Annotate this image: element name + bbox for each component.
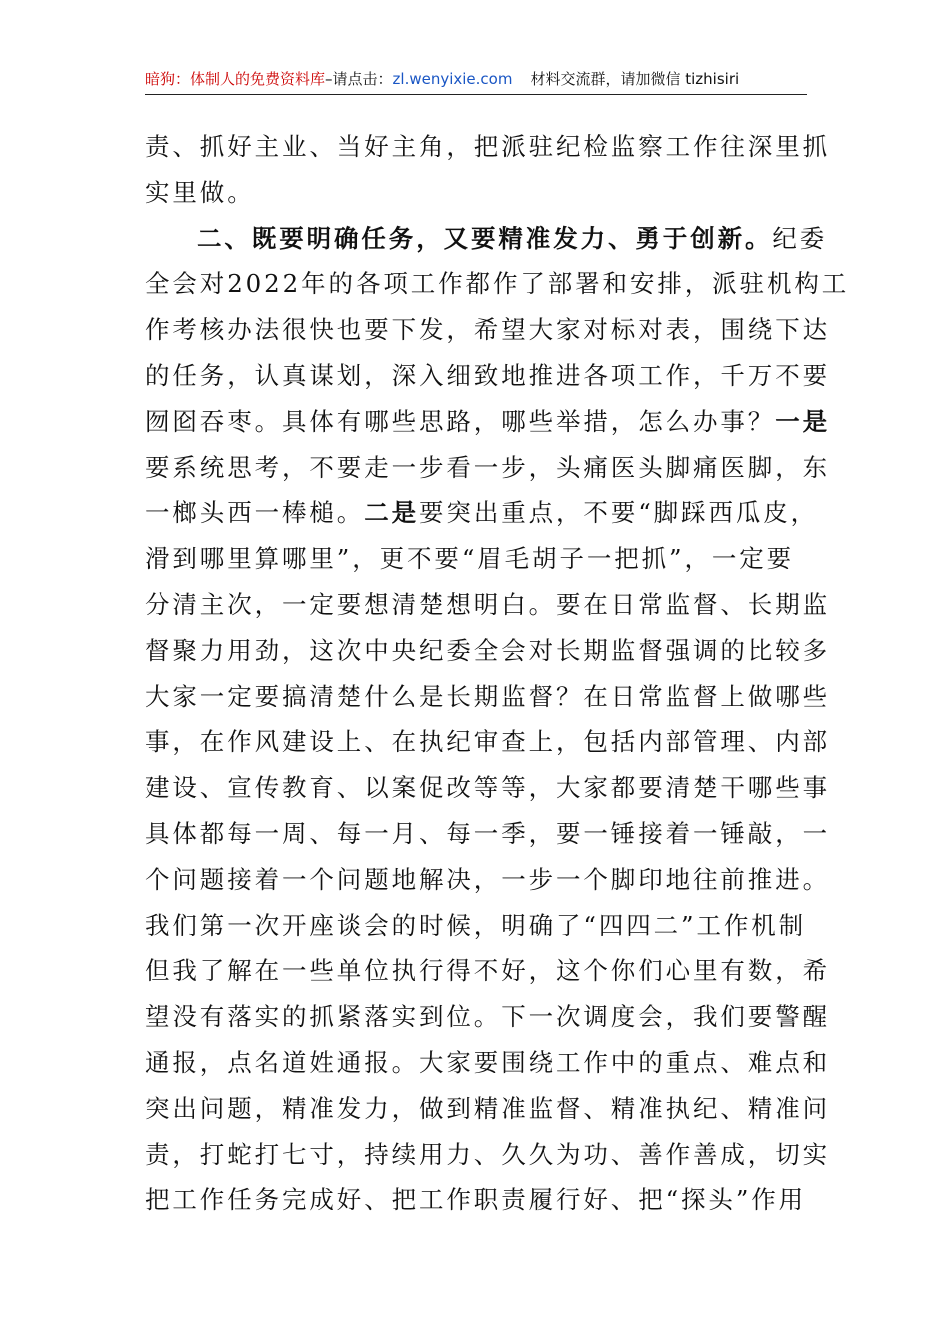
text-line: 通报，点名道姓通报。大家要围绕工作中的重点、难点和: [145, 1047, 830, 1077]
text-line: 事，在作风建设上、在执纪审查上，包括内部管理、内部: [145, 727, 830, 757]
section-heading: 二、既要明确任务，又要精准发力、勇于创新。: [197, 223, 773, 253]
point-marker-two: 二是: [364, 498, 420, 528]
text-line: 督聚力用劲，这次中央纪委全会对长期监督强调的比较多: [145, 635, 830, 665]
text-fragment: 一榔头西一棒槌。: [145, 498, 365, 528]
text-line: [145, 399, 831, 445]
text-line: 要系统思考，不要走一步看一步，头痛医头脚痛医脚，东: [145, 452, 830, 482]
header-brand: 暗狗：体制人的免费资料库: [145, 70, 326, 88]
text-line: 全会对2022年的各项工作都作了部署和安排，派驻机构工: [145, 269, 850, 299]
header-click-text: –请点击：: [325, 70, 393, 88]
text-line: 责、抓好主业、当好主角，把派驻纪检监察工作往深里抓: [145, 132, 830, 161]
section-heading-line: [145, 216, 828, 262]
text-line: 突出问题，精准发力，做到精准监督、精准执纪、精准问: [145, 1093, 830, 1123]
header-url-link[interactable]: zl.wenyixie.com: [392, 70, 513, 88]
text-line: 大家一定要搞清楚什么是长期监督？在日常监督上做哪些: [145, 681, 830, 711]
text-line: 我们第一次开座谈会的时候，明确了“四四二”工作机制: [145, 910, 807, 940]
point-marker-one: 一是: [775, 406, 831, 436]
text-line: 作考核办法很快也要下发，希望大家对标对表，围绕下达: [145, 315, 830, 345]
text-fragment: 囫囵吞枣。具体有哪些思路，哪些举措，怎么办事？: [145, 406, 776, 436]
text-line: 的任务，认真谋划，深入细致地推进各项工作，千万不要: [145, 360, 830, 390]
text-line: 分清主次，一定要想清楚想明白。要在日常监督、长期监: [145, 589, 830, 619]
text-line: 个问题接着一个问题地解决，一步一个脚印地往前推进。: [145, 864, 830, 894]
text-line: 建设、宣传教育、以案促改等等，大家都要清楚干哪些事: [145, 773, 830, 803]
text-line: 滑到哪里算哪里”，更不要“眉毛胡子一把抓”，一定要: [145, 544, 795, 574]
text-line: 但我了解在一些单位执行得不好，这个你们心里有数，希: [145, 956, 830, 986]
text-line: 实里做。: [145, 177, 255, 207]
text-fragment: 纪委: [772, 223, 828, 253]
document-body: [145, 124, 850, 1223]
text-line: 望没有落实的抓紧落实到位。下一次调度会，我们要警醒: [145, 1002, 830, 1032]
text-fragment: 要突出重点，不要“脚踩西瓜皮，: [419, 498, 819, 528]
header-contact: 材料交流群，请加微信 tizhisiri: [530, 70, 740, 88]
text-line: 具体都每一周、每一月、每一季，要一锤接着一锤敲，一: [145, 818, 830, 848]
text-line: [145, 490, 819, 536]
page-header: [145, 68, 807, 95]
text-line: 责，打蛇打七寸，持续用力、久久为功、善作善成，切实: [145, 1139, 830, 1169]
text-line: 把工作任务完成好、把工作职责履行好、把“探头”作用: [145, 1185, 807, 1215]
